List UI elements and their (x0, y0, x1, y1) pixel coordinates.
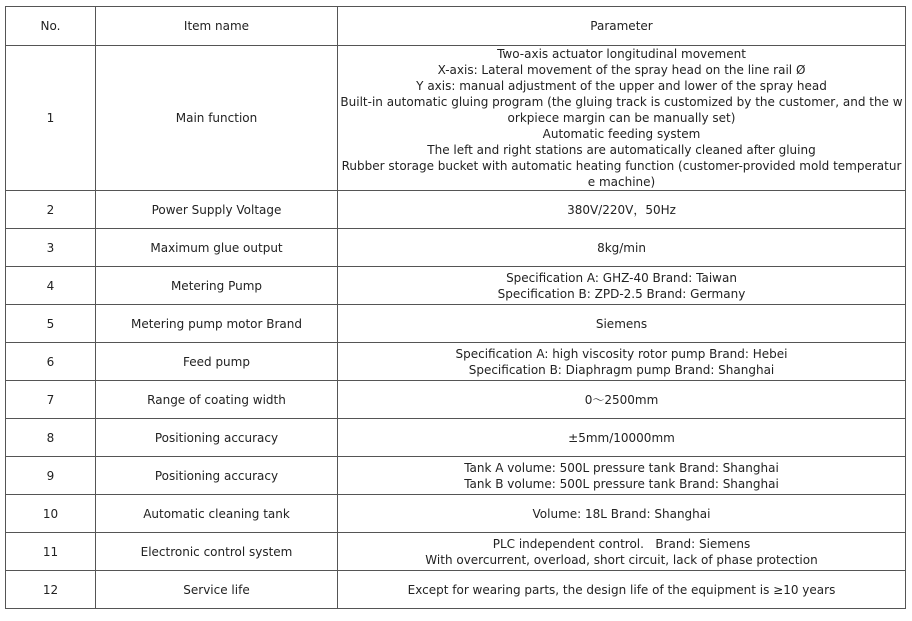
parameter-line: The left and right stations are automatically cleaned after gluing (427, 143, 816, 157)
parameter-line: Built-in automatic gluing program (the gluing track is customized by the customer, and the workpiece margin can be manually set) (340, 95, 903, 125)
parameter-cell (338, 571, 906, 609)
header-no: No. (6, 7, 96, 46)
row-number: 10 (6, 495, 96, 533)
parameter-line: Tank B volume: 500L pressure tank Brand: Shanghai (464, 476, 779, 491)
parameter-line: Rubber storage bucket with automatic heating function (customer-provided mold temperature machine) (341, 159, 902, 189)
table-row (6, 419, 906, 457)
row-number: 3 (6, 229, 96, 267)
table-header-row (6, 7, 906, 46)
item-name: Electronic control system (96, 533, 338, 571)
parameter-line: 380V/220V，50Hz (567, 202, 676, 217)
item-name: Service life (96, 571, 338, 609)
row-number: 12 (6, 571, 96, 609)
header-item-name: Item name (96, 7, 338, 46)
row-number: 1 (6, 46, 96, 191)
parameter-line: With overcurrent, overload, short circuit, lack of phase protection (425, 552, 818, 567)
table-row (6, 381, 906, 419)
parameter-line: Siemens (595, 316, 648, 331)
parameter-cell (338, 495, 906, 533)
row-number: 4 (6, 267, 96, 305)
item-name: Automatic cleaning tank (96, 495, 338, 533)
parameter-line: Y axis: manual adjustment of the upper and lower of the spray head (416, 79, 827, 93)
spec-table (5, 6, 906, 609)
parameter-cell (338, 533, 906, 571)
parameter-line: Except for wearing parts, the design life of the equipment is ≥10 years (407, 582, 836, 597)
parameter-line: X-axis: Lateral movement of the spray head on the line rail Ø (437, 63, 806, 77)
parameter-cell (338, 46, 906, 191)
parameter-cell (338, 457, 906, 495)
parameter-line: Two-axis actuator longitudinal movement (497, 47, 746, 61)
parameter-cell (338, 343, 906, 381)
item-name: Metering Pump (96, 267, 338, 305)
parameter-cell (338, 191, 906, 229)
item-name: Power Supply Voltage (96, 191, 338, 229)
parameter-line: 0～2500mm (584, 392, 659, 407)
row-number: 2 (6, 191, 96, 229)
row-number: 5 (6, 305, 96, 343)
parameter-line: Specification A: GHZ-40 Brand: Taiwan (506, 270, 737, 285)
table-row (6, 267, 906, 305)
table-row (6, 495, 906, 533)
table-row (6, 46, 906, 191)
table-row (6, 229, 906, 267)
item-name: Positioning accuracy (96, 419, 338, 457)
item-name: Positioning accuracy (96, 457, 338, 495)
item-name: Maximum glue output (96, 229, 338, 267)
item-name: Feed pump (96, 343, 338, 381)
item-name: Metering pump motor Brand (96, 305, 338, 343)
parameter-line: Volume: 18L Brand: Shanghai (532, 506, 711, 521)
table-row (6, 305, 906, 343)
header-parameter: Parameter (338, 7, 906, 46)
row-number: 8 (6, 419, 96, 457)
table-row (6, 457, 906, 495)
item-name: Range of coating width (96, 381, 338, 419)
parameter-line: Specification A: high viscosity rotor pump Brand: Hebei (455, 346, 788, 361)
parameter-cell (338, 381, 906, 419)
row-number: 9 (6, 457, 96, 495)
row-number: 11 (6, 533, 96, 571)
table-row (6, 343, 906, 381)
parameter-line: Automatic feeding system (542, 127, 701, 141)
parameter-line: Tank A volume: 500L pressure tank Brand: Shanghai (464, 460, 779, 475)
parameter-line: PLC independent control. Brand: Siemens (492, 536, 751, 551)
item-name: Main function (96, 46, 338, 191)
table-row (6, 191, 906, 229)
parameter-line: Specification B: ZPD-2.5 Brand: Germany (497, 286, 746, 301)
parameter-cell (338, 419, 906, 457)
parameter-line: ±5mm/10000mm (568, 430, 675, 445)
parameter-line: Specification B: Diaphragm pump Brand: Shanghai (468, 362, 775, 377)
parameter-cell (338, 229, 906, 267)
table-row (6, 533, 906, 571)
table-row (6, 571, 906, 609)
parameter-cell (338, 305, 906, 343)
parameter-cell (338, 267, 906, 305)
row-number: 7 (6, 381, 96, 419)
row-number: 6 (6, 343, 96, 381)
parameter-line: 8kg/min (597, 240, 646, 255)
